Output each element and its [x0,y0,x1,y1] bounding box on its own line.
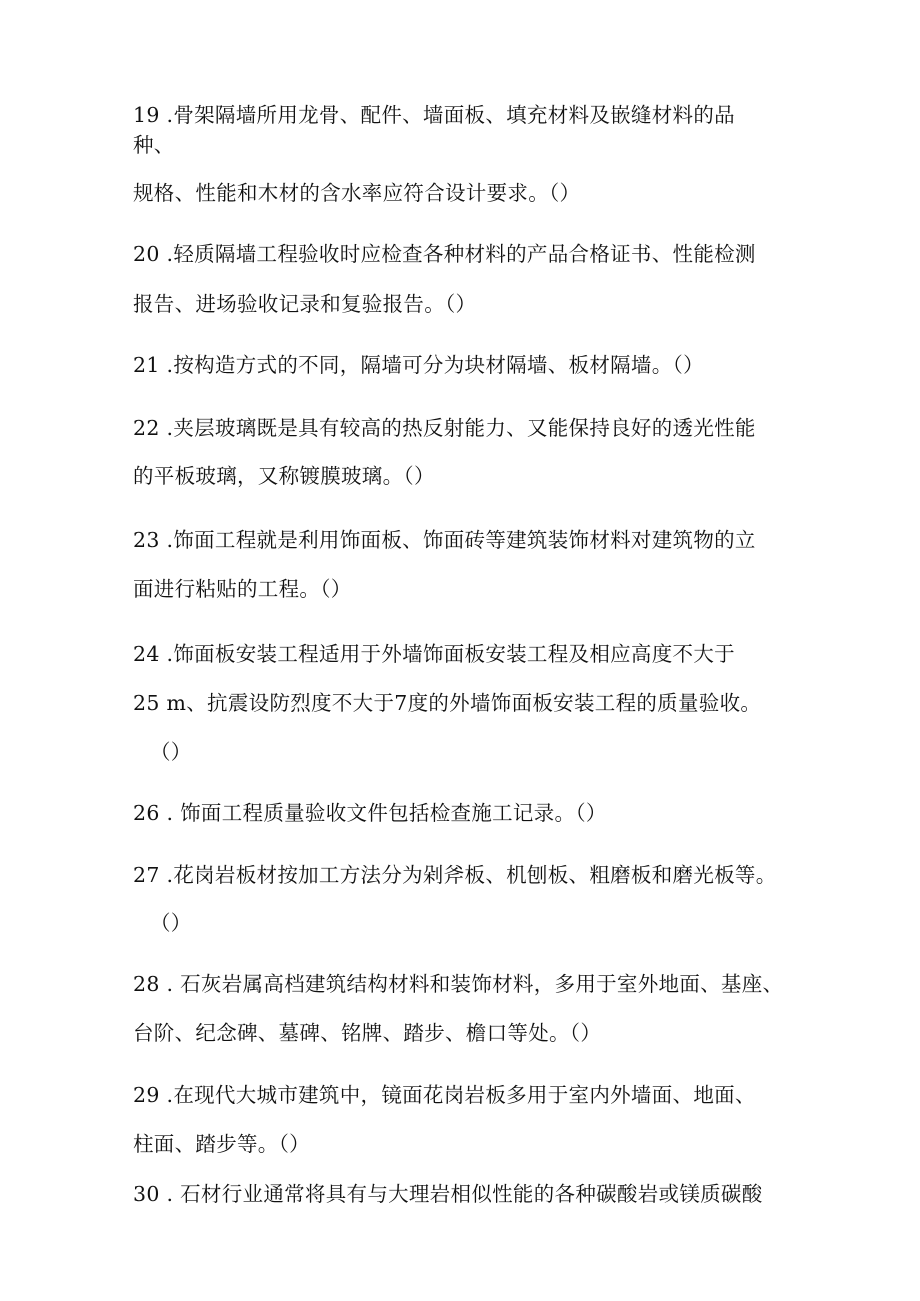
question-28-line-2: 台阶、纪念碑、墓碑、铭牌、踏步、檐口等处。（） [133,1021,602,1045]
question-27-line-2: （） [150,911,192,935]
question-19-line-3: 规格、性能和木材的含水率应符合设计要求。（） [133,181,581,205]
question-19-line-2: 种、 [133,133,175,157]
question-23-line-1: 23 .饰面工程就是利用饰面板、饰面砖等建筑装饰材料对建筑物的立 [133,528,756,552]
question-24-line-2: 25 m、抗震设防烈度不大于7度的外墙饰面板安装工程的质量验收。 [133,691,762,715]
question-29-line-1: 29 .在现代大城市建筑中，镜面花岗岩板多用于室内外墙面、地面、 [133,1083,756,1107]
question-22-line-2: 的平板玻璃，又称镀膜玻璃。（） [133,464,435,488]
question-29-line-2: 柱面、踏步等。（） [133,1132,310,1156]
question-26-line-1: 26 . 饰面工程质量验收文件包括检查施工记录。（） [133,801,607,825]
question-19-line-1: 19 .骨架隔墙所用龙骨、配件、墙面板、填充材料及嵌缝材料的品 [133,103,735,127]
question-20-line-2: 报告、进场验收记录和复验报告。（） [133,292,477,316]
question-22-line-1: 22 .夹层玻璃既是具有较高的热反射能力、又能保持良好的透光性能 [133,416,756,440]
question-20-line-1: 20 .轻质隔墙工程验收时应检查各种材料的产品合格证书、性能检测 [133,242,756,266]
question-30-line-1: 30 . 石材行业通常将具有与大理岩相似性能的各种碳酸岩或镁质碳酸 [133,1182,763,1206]
question-24-line-1: 24 .饰面板安装工程适用于外墙饰面板安装工程及相应高度不大于 [133,642,735,666]
question-28-line-1: 28 . 石灰岩属高档建筑结构材料和装饰材料，多用于室外地面、基座、 [133,972,784,996]
question-21-line-1: 21 .按构造方式的不同，隔墙可分为块材隔墙、板材隔墙。（） [133,353,704,377]
question-27-line-1: 27 .花岗岩板材按加工方法分为剁斧板、机刨板、粗磨板和磨光板等。 [133,863,777,887]
question-23-line-2: 面进行粘贴的工程。（） [133,577,352,601]
question-24-line-3: （） [150,740,192,764]
